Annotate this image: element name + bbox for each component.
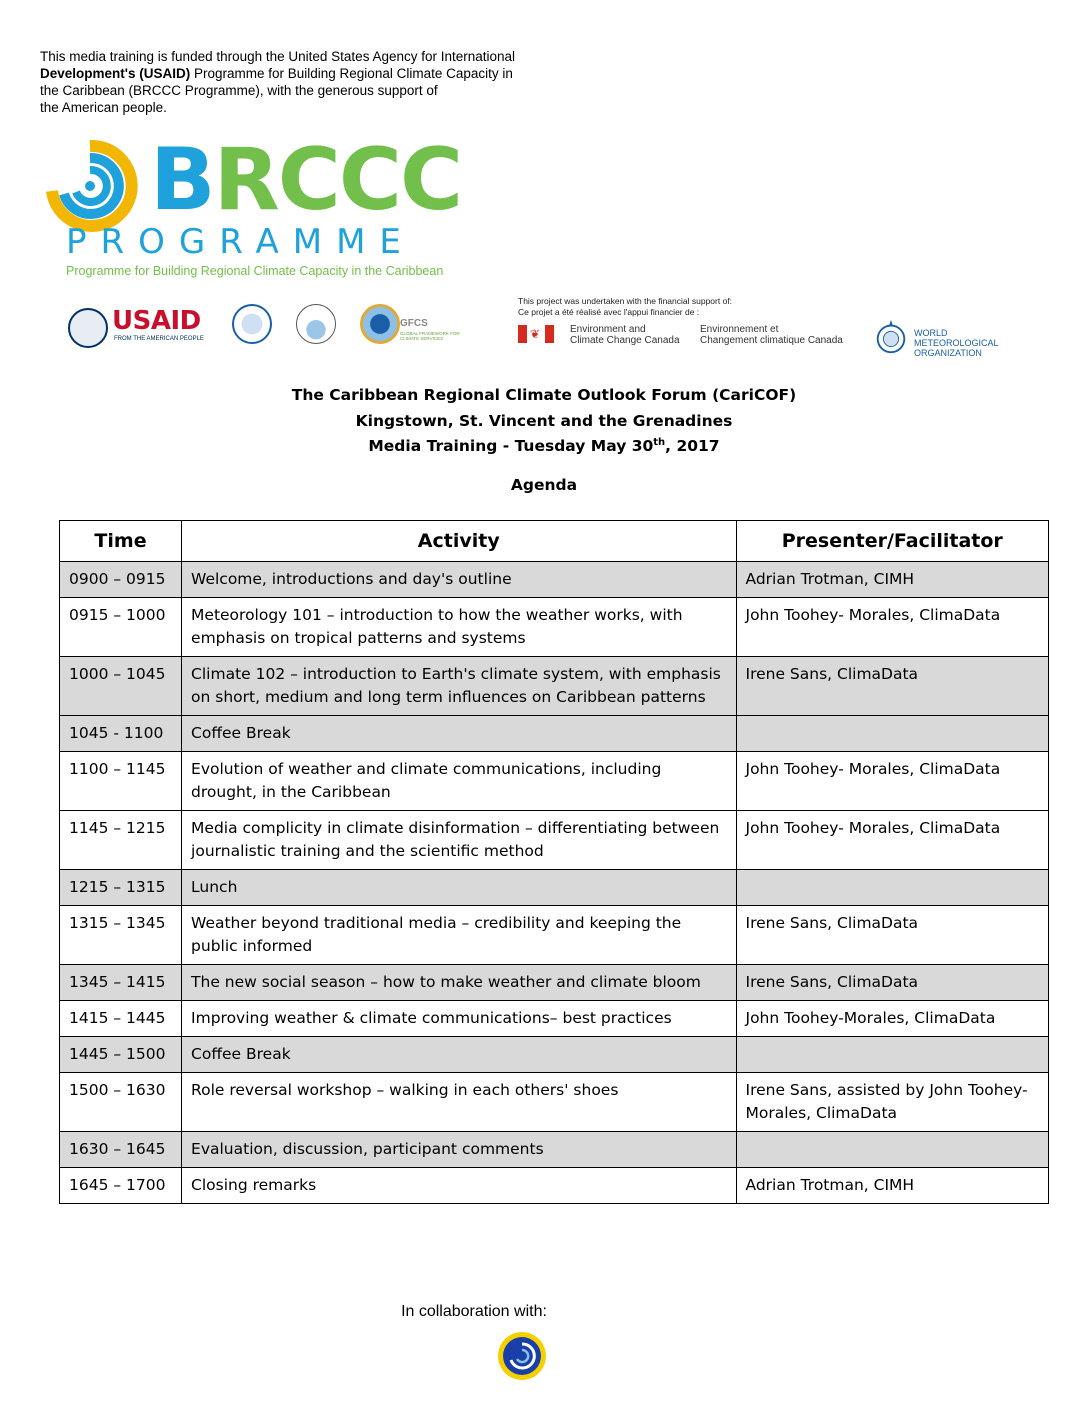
- title-forum: The Caribbean Regional Climate Outlook Forum (CariCOF): [291, 386, 797, 404]
- cell-time: 1215 – 1315: [60, 870, 182, 906]
- wmo-logo-icon: [872, 318, 910, 356]
- cell-presenter: [736, 1132, 1049, 1168]
- table-row: [60, 1037, 1049, 1073]
- cell-time: 1045 - 1100: [60, 716, 182, 752]
- canada-flag-icon: [518, 325, 554, 343]
- title-date-year: , 2017: [665, 437, 720, 456]
- canada-support-note: [518, 296, 732, 318]
- brccc-letter-b: B: [150, 130, 214, 230]
- cell-presenter: John Toohey- Morales, ClimaData: [736, 752, 1049, 811]
- table-row: [60, 598, 1049, 657]
- cell-presenter: Irene Sans, assisted by John Toohey-Morales, ClimaData: [736, 1073, 1049, 1132]
- usaid-logo: [66, 304, 216, 348]
- cell-time: 1630 – 1645: [60, 1132, 182, 1168]
- wmo-line-2: METEOROLOGICAL: [914, 338, 999, 348]
- wmo-line-1: WORLD: [914, 328, 948, 338]
- gfcs-wordmark: GFCS: [400, 318, 428, 329]
- funding-line-3: the Caribbean (BRCCC Programme), with the generous support of: [40, 83, 438, 98]
- cell-activity: The new social season – how to make weather and climate bloom: [182, 965, 736, 1001]
- cell-presenter: John Toohey- Morales, ClimaData: [736, 598, 1049, 657]
- funding-usaid-bold: Development's (USAID): [40, 66, 191, 81]
- cell-activity: Evaluation, discussion, participant comments: [182, 1132, 736, 1168]
- cell-presenter: Irene Sans, ClimaData: [736, 657, 1049, 716]
- canada-note-en: This project was undertaken with the financial support of:: [518, 296, 733, 306]
- wmo-line-3: ORGANIZATION: [914, 348, 982, 358]
- cell-activity: Role reversal workshop – walking in each others' shoes: [182, 1073, 736, 1132]
- funding-line-2-rest: Programme for Building Regional Climate Capacity in: [190, 66, 513, 81]
- cell-time: 1500 – 1630: [60, 1073, 182, 1132]
- cell-presenter: [736, 716, 1049, 752]
- swirl-icon: [40, 136, 140, 236]
- cell-activity: Weather beyond traditional media – credibility and keeping the public informed: [182, 906, 736, 965]
- eccc-en-line-1: Environment and: [570, 324, 646, 335]
- title-location: Kingstown, St. Vincent and the Grenadines: [355, 412, 733, 430]
- wmo-wordmark: [914, 328, 999, 358]
- cimh-emblem-icon: [296, 304, 336, 344]
- collaboration-text: In collaboration with:: [401, 1303, 547, 1320]
- cell-presenter: John Toohey-Morales, ClimaData: [736, 1001, 1049, 1037]
- cell-time: 1445 – 1500: [60, 1037, 182, 1073]
- cell-activity: Closing remarks: [182, 1168, 736, 1204]
- cell-time: 1345 – 1415: [60, 965, 182, 1001]
- cell-presenter: Irene Sans, ClimaData: [736, 906, 1049, 965]
- cell-time: 1645 – 1700: [60, 1168, 182, 1204]
- partner-logos: [66, 296, 1026, 360]
- cell-activity: Coffee Break: [182, 1037, 736, 1073]
- cell-activity: Media complicity in climate disinformation – differentiating between journalistic training and the scientific method: [182, 811, 736, 870]
- table-row: [60, 1132, 1049, 1168]
- table-row: [60, 1073, 1049, 1132]
- cell-time: 1315 – 1345: [60, 906, 182, 965]
- cell-time: 0915 – 1000: [60, 598, 182, 657]
- table-row: [60, 1001, 1049, 1037]
- table-row: [60, 562, 1049, 598]
- title-date: [0, 432, 1088, 457]
- cell-activity: Climate 102 – introduction to Earth's climate system, with emphasis on short, medium and long term influences on Caribbean patterns: [182, 657, 736, 716]
- cell-activity: Improving weather & climate communications– best practices: [182, 1001, 736, 1037]
- gfcs-emblem-icon: [360, 304, 400, 344]
- cell-presenter: Irene Sans, ClimaData: [736, 965, 1049, 1001]
- table-row: [60, 906, 1049, 965]
- table-row: [60, 1168, 1049, 1204]
- cell-activity: Coffee Break: [182, 716, 736, 752]
- usaid-subtitle: FROM THE AMERICAN PEOPLE: [114, 336, 204, 342]
- usaid-wordmark: USAID: [112, 306, 201, 336]
- cimh-seal-icon: [496, 1330, 548, 1382]
- eccc-english: [570, 324, 680, 346]
- collaboration-note: [0, 1303, 1020, 1321]
- funding-line-4: the American people.: [40, 100, 167, 115]
- brccc-letters-rest: RCCC: [213, 130, 462, 230]
- programme-tagline: Programme for Building Regional Climate Capacity in the Caribbean: [66, 264, 444, 278]
- table-row: [60, 870, 1049, 906]
- brccc-programme-logo: [40, 132, 470, 282]
- table-row: [60, 965, 1049, 1001]
- cell-time: 1145 – 1215: [60, 811, 182, 870]
- agenda-table: [59, 520, 1049, 1204]
- programme-word: PROGRAMME: [66, 222, 415, 262]
- brccc-wordmark: [150, 132, 461, 228]
- cell-time: 1100 – 1145: [60, 752, 182, 811]
- table-row: [60, 716, 1049, 752]
- cell-presenter: [736, 870, 1049, 906]
- usaid-seal-icon: [68, 308, 108, 348]
- title-date-main: Media Training - Tuesday May 30: [368, 437, 654, 456]
- cell-presenter: John Toohey- Morales, ClimaData: [736, 811, 1049, 870]
- cell-presenter: Adrian Trotman, CIMH: [736, 562, 1049, 598]
- wmo-emblem-icon: [232, 304, 272, 344]
- cell-activity: Evolution of weather and climate communications, including drought, in the Caribbean: [182, 752, 736, 811]
- title-date-sup: th: [653, 437, 666, 448]
- cell-presenter: [736, 1037, 1049, 1073]
- canada-note-fr: Ce projet a été réalisé avec l'appui financier de :: [518, 307, 700, 317]
- eccc-french: [700, 324, 843, 346]
- header-activity: Activity: [182, 521, 736, 562]
- table-row: [60, 811, 1049, 870]
- cell-activity: Meteorology 101 – introduction to how the weather works, with emphasis on tropical patterns and systems: [182, 598, 736, 657]
- eccc-en-line-2: Climate Change Canada: [570, 335, 680, 346]
- cell-activity: Lunch: [182, 870, 736, 906]
- funding-line-2: [40, 65, 560, 82]
- agenda-heading: Agenda: [510, 476, 578, 494]
- cell-presenter: Adrian Trotman, CIMH: [736, 1168, 1049, 1204]
- gfcs-subtitle: GLOBAL FRAMEWORK FOR CLIMATE SERVICES: [400, 331, 460, 341]
- table-row: [60, 657, 1049, 716]
- cell-activity: Welcome, introductions and day's outline: [182, 562, 736, 598]
- cell-time: 1415 – 1445: [60, 1001, 182, 1037]
- funding-note: [40, 48, 560, 116]
- document-title: [0, 385, 1088, 457]
- cell-time: 0900 – 0915: [60, 562, 182, 598]
- table-row: [60, 752, 1049, 811]
- header-presenter: Presenter/Facilitator: [736, 521, 1049, 562]
- header-time: Time: [60, 521, 182, 562]
- funding-line-1: This media training is funded through the United States Agency for International: [40, 49, 516, 64]
- table-header-row: [60, 521, 1049, 562]
- eccc-fr-line-2: Changement climatique Canada: [700, 335, 843, 346]
- eccc-fr-line-1: Environnement et: [700, 324, 779, 335]
- cell-time: 1000 – 1045: [60, 657, 182, 716]
